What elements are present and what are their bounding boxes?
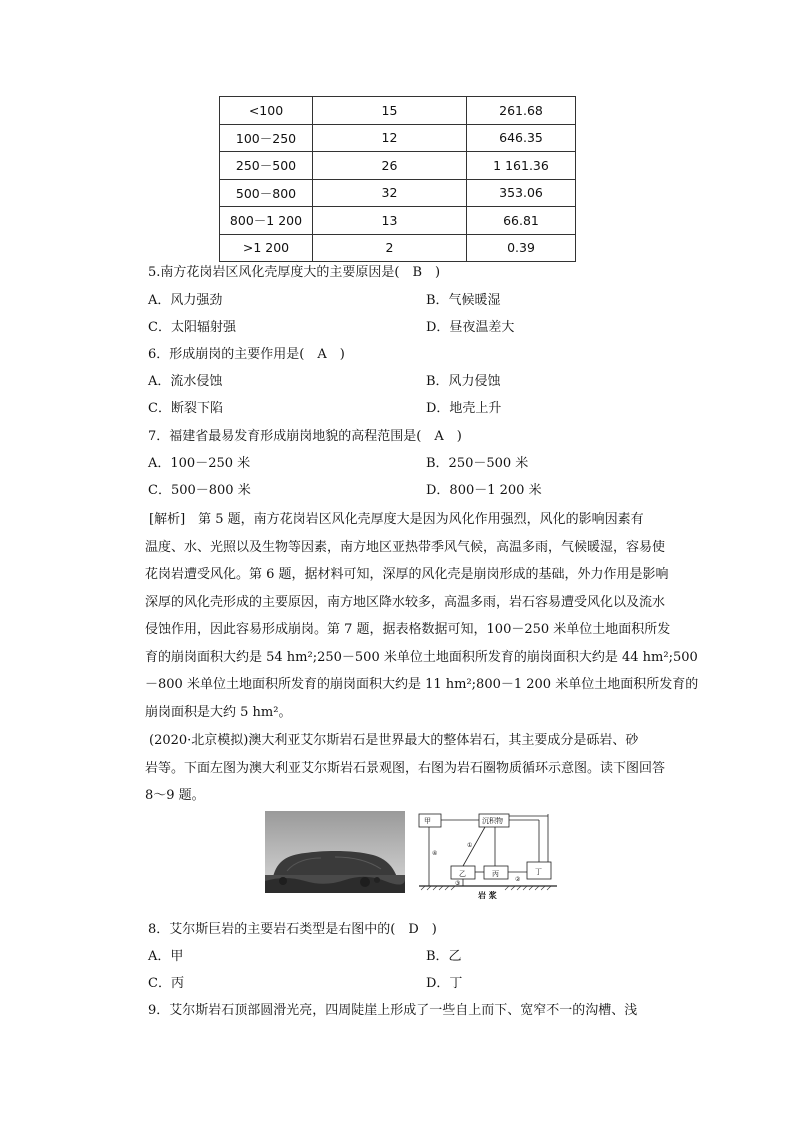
question-7-stem: 7．福建省最易发育形成崩岗地貌的高程范围是( A ) bbox=[148, 429, 462, 444]
table-cell: <100 bbox=[220, 97, 313, 125]
question-5-option-b: B．气候暖湿 bbox=[426, 293, 501, 308]
analysis-line: 深厚的风化壳形成的主要原因，南方地区降水较多，高温多雨，岩石容易遭受风化以及流水 bbox=[145, 594, 666, 610]
table-cell: 261.68 bbox=[467, 97, 576, 125]
question-7-option-c: C．500－800 米 bbox=[148, 483, 251, 498]
ayers-rock-photo bbox=[265, 811, 405, 893]
label-n4: ④ bbox=[432, 850, 438, 857]
question-7-option-b: B．250－500 米 bbox=[426, 456, 529, 471]
intro-paragraph bbox=[145, 727, 677, 810]
table-cell: 0.39 bbox=[467, 234, 576, 262]
question-5-stem: 5.南方花岗岩区风化壳厚度大的主要原因是( B ) bbox=[148, 265, 441, 280]
question-8-option-c: C．丙 bbox=[148, 976, 184, 991]
table-cell: 12 bbox=[313, 124, 467, 152]
table-cell: 353.06 bbox=[467, 179, 576, 207]
table-row bbox=[220, 179, 576, 207]
table-cell: 646.35 bbox=[467, 124, 576, 152]
analysis-line: 崩岗面积是大约 5 hm²。 bbox=[145, 704, 292, 720]
table-body bbox=[220, 97, 576, 262]
elevation-table bbox=[219, 96, 576, 262]
table-cell: 2 bbox=[313, 234, 467, 262]
intro-line: 岩等。下面左图为澳大利亚艾尔斯岩石景观图，右图为岩石圈物质循环示意图。读下图回答 bbox=[145, 760, 666, 776]
question-6-option-d: D．地壳上升 bbox=[426, 401, 502, 416]
table-cell: 100－250 bbox=[220, 124, 313, 152]
label-magma: 岩 浆 bbox=[478, 891, 497, 900]
label-n1: ① bbox=[467, 842, 473, 849]
question-8-stem: 8．艾尔斯巨岩的主要岩石类型是右图中的( D ) bbox=[148, 922, 437, 937]
label-n3: ③ bbox=[455, 880, 461, 887]
question-5-option-d: D．昼夜温差大 bbox=[426, 320, 515, 335]
table-cell: 250－500 bbox=[220, 152, 313, 180]
question-6-stem: 6．形成崩岗的主要作用是( A ) bbox=[148, 347, 345, 362]
label-bing: 丙 bbox=[492, 870, 499, 878]
question-9-stem: 9．艾尔斯岩石顶部圆滑光亮，四周陡崖上形成了一些自上而下、宽窄不一的沟槽、浅 bbox=[148, 1003, 638, 1018]
question-8-option-d: D．丁 bbox=[426, 976, 463, 991]
intro-line: 8～9 题。 bbox=[145, 788, 205, 803]
label-ding: 丁 bbox=[535, 868, 542, 876]
table-row bbox=[220, 207, 576, 235]
table-row bbox=[220, 234, 576, 262]
question-6-option-c: C．断裂下陷 bbox=[148, 401, 223, 416]
question-6-option-b: B．风力侵蚀 bbox=[426, 374, 501, 389]
analysis-line: －800 米单位土地面积所发育的崩岗面积大约是 11 hm²;800－1 200 米单位土地面积所发育的 bbox=[145, 677, 699, 692]
table-cell: 13 bbox=[313, 207, 467, 235]
table-cell: 66.81 bbox=[467, 207, 576, 235]
rock-cycle-diagram bbox=[415, 811, 561, 903]
table-cell: 1 161.36 bbox=[467, 152, 576, 180]
analysis-line: 侵蚀作用，因此容易形成崩岗。第 7 题，据表格数据可知，100－250 米单位土地面积所发 bbox=[145, 622, 671, 637]
analysis-line: 花岗岩遭受风化。第 6 题，据材料可知，深厚的风化壳是崩岗形成的基础，外力作用是影响 bbox=[145, 567, 669, 582]
table-cell: >1 200 bbox=[220, 234, 313, 262]
table-cell: 32 bbox=[313, 179, 467, 207]
table-cell: 15 bbox=[313, 97, 467, 125]
question-8-option-b: B．乙 bbox=[426, 949, 462, 964]
question-7-option-a: A．100－250 米 bbox=[148, 456, 251, 471]
table-cell: 800－1 200 bbox=[220, 207, 313, 235]
table-row bbox=[220, 97, 576, 125]
table-row bbox=[220, 124, 576, 152]
label-sediment: 沉积物 bbox=[482, 817, 503, 825]
table-cell: 26 bbox=[313, 152, 467, 180]
label-jia: 甲 bbox=[424, 817, 431, 825]
question-8-option-a: A．甲 bbox=[148, 949, 184, 964]
analysis-line: 育的崩岗面积大约是 54 hm²;250－500 米单位土地面积所发育的崩岗面积大约是 44 hm²;500 bbox=[145, 649, 698, 665]
table-row bbox=[220, 152, 576, 180]
analysis-line: [解析] 第 5 题，南方花岗岩区风化壳厚度大是因为风化作用强烈，风化的影响因素有 bbox=[149, 512, 644, 527]
label-yi: 乙 bbox=[459, 870, 466, 878]
question-5-option-a: A．风力强劲 bbox=[148, 293, 223, 308]
analysis-line: 温度、水、光照以及生物等因素，南方地区亚热带季风气候，高温多雨，气候暖湿，容易使 bbox=[145, 539, 666, 555]
question-5-option-c: C．太阳辐射强 bbox=[148, 320, 236, 335]
question-7-option-d: D．800－1 200 米 bbox=[426, 483, 542, 498]
label-n2: ② bbox=[515, 876, 521, 883]
table-cell: 500－800 bbox=[220, 179, 313, 207]
question-6-option-a: A．流水侵蚀 bbox=[148, 374, 223, 389]
analysis-paragraph bbox=[145, 506, 699, 726]
intro-line: (2020·北京模拟)澳大利亚艾尔斯岩石是世界最大的整体岩石，其主要成分是砾岩、砂 bbox=[149, 733, 639, 748]
